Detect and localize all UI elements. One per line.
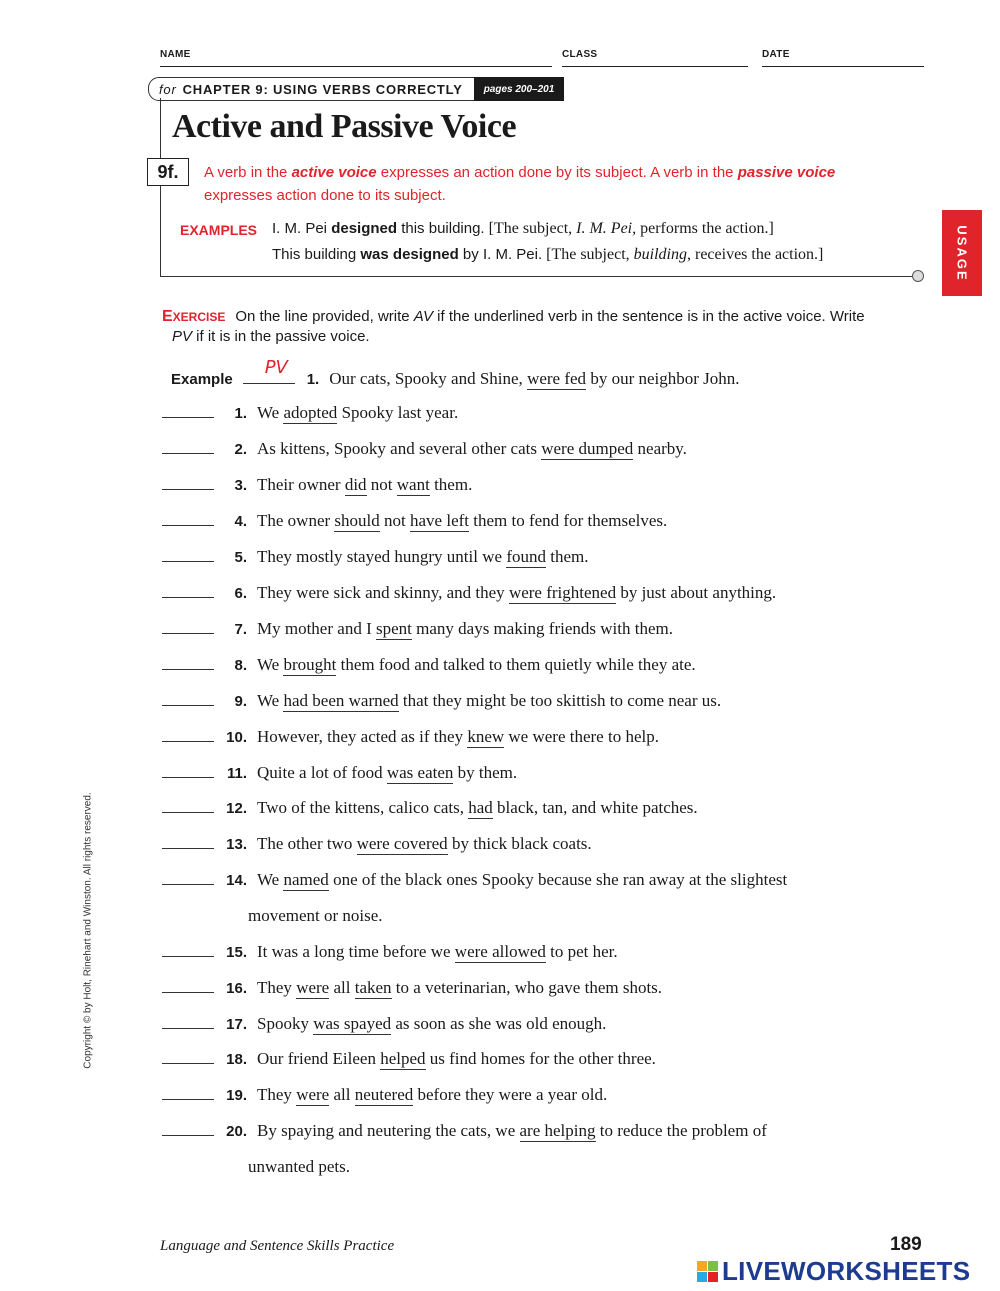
exercise-item <box>162 475 472 495</box>
underlined-verb: taken <box>354 978 392 997</box>
item-number: 10. <box>226 729 247 746</box>
exercise-item <box>162 619 673 639</box>
item-sentence: Two of the kittens, calico cats, had black, tan, and white patches. <box>257 798 698 817</box>
example-line-2: This building was designed by I. M. Pei. [The subject, building, receives the action.] <box>272 246 824 263</box>
answer-blank-input[interactable] <box>162 619 214 634</box>
exercise-item <box>162 870 787 890</box>
underlined-verb: helped <box>380 1049 426 1068</box>
answer-blank-input[interactable] <box>162 583 214 598</box>
active-voice-term: active voice <box>291 164 377 181</box>
date-label: DATE <box>762 49 790 60</box>
exercise-item <box>162 511 667 531</box>
answer-blank-input[interactable] <box>162 834 214 849</box>
exercise-item <box>162 1121 767 1141</box>
date-line <box>762 66 924 67</box>
chapter-for: for <box>159 81 177 97</box>
answer-blank-input[interactable] <box>162 870 214 885</box>
exercise-item <box>162 583 776 603</box>
item-number: 19. <box>226 1087 247 1104</box>
underlined-verb: did <box>344 475 367 494</box>
name-label: NAME <box>160 49 191 60</box>
item-number: 20. <box>226 1123 247 1140</box>
exercise-item <box>162 763 517 783</box>
item-number: 17. <box>226 1016 247 1033</box>
chapter-title: CHAPTER 9: USING VERBS CORRECTLY <box>182 81 463 97</box>
item-number: 2. <box>234 441 247 458</box>
class-line <box>562 66 748 67</box>
example-answer-blank <box>243 357 295 384</box>
answer-blank-input[interactable] <box>162 511 214 526</box>
answer-blank-input[interactable] <box>162 1121 214 1136</box>
logo-blocks-icon <box>697 1261 718 1282</box>
item-sentence-continuation: unwanted pets. <box>248 1157 350 1176</box>
copyright-notice: Copyright © by Holt, Rinehart and Winston. All rights reserved. <box>82 792 94 1069</box>
class-label: CLASS <box>562 49 598 60</box>
underlined-verb: were allowed <box>454 942 546 961</box>
example-row: Example PV 1. Our cats, Spooky and Shine, were fed by our neighbor John. <box>171 357 740 388</box>
underlined-verb: are helping <box>519 1121 596 1140</box>
rule-box-bottom-border <box>160 276 914 277</box>
liveworksheets-logo <box>697 1256 970 1287</box>
item-sentence: We brought them food and talked to them quietly while they ate. <box>257 655 696 674</box>
item-sentence: Spooky was spayed as soon as she was old enough. <box>257 1014 607 1033</box>
exercise-item <box>162 547 588 567</box>
answer-blank-input[interactable] <box>162 403 214 418</box>
underlined-verb: neutered <box>354 1085 414 1104</box>
answer-blank-input[interactable] <box>162 978 214 993</box>
answer-blank-input[interactable] <box>162 691 214 706</box>
underlined-verb: want <box>396 475 430 494</box>
logo-text: LIVEWORKSHEETS <box>722 1256 971 1286</box>
item-number: 16. <box>226 980 247 997</box>
answer-blank-input[interactable] <box>162 475 214 490</box>
exercise-item <box>162 1049 656 1069</box>
item-number: 3. <box>234 477 247 494</box>
underlined-verb: were <box>296 1085 330 1104</box>
page-number: 189 <box>890 1234 922 1255</box>
exercise-heading: EXERCISE <box>162 308 226 325</box>
item-number: 18. <box>226 1051 247 1068</box>
exercise-item <box>162 798 698 818</box>
item-number: 4. <box>234 513 247 530</box>
answer-blank-input[interactable] <box>162 942 214 957</box>
item-number: 14. <box>226 872 247 889</box>
rule-number: 9f. <box>147 158 189 186</box>
answer-blank-input[interactable] <box>162 798 214 813</box>
item-sentence: Their owner did not want them. <box>257 475 473 494</box>
name-line <box>160 66 552 67</box>
item-number: 15. <box>226 944 247 961</box>
item-sentence: They mostly stayed hungry until we found them. <box>257 547 589 566</box>
underlined-verb: were <box>296 978 330 997</box>
example-label: Example <box>171 371 233 388</box>
example-answer: PV <box>264 357 288 378</box>
example-line-1: I. M. Pei designed this building. [The subject, I. M. Pei, performs the action.] <box>272 220 774 237</box>
exercise-item <box>162 655 696 675</box>
item-sentence: The other two were covered by thick black coats. <box>257 834 592 853</box>
item-number: 11. <box>226 765 247 782</box>
chapter-bar <box>148 77 476 101</box>
item-sentence: It was a long time before we were allowed to pet her. <box>257 942 618 961</box>
answer-blank-input[interactable] <box>162 655 214 670</box>
item-number: 7. <box>234 621 247 638</box>
item-number: 12. <box>226 800 247 817</box>
item-sentence: We named one of the black ones Spooky because she ran away at the slightest <box>257 870 788 889</box>
underlined-verb: had been warned <box>283 691 399 710</box>
item-sentence: They were all neutered before they were a year old. <box>257 1085 608 1104</box>
underlined-verb: should <box>334 511 380 530</box>
underlined-verb: was eaten <box>386 763 454 782</box>
item-sentence: As kittens, Spooky and several other cats were dumped nearby. <box>257 439 687 458</box>
item-number: 5. <box>234 549 247 566</box>
item-sentence: My mother and I spent many days making friends with them. <box>257 619 673 638</box>
item-number: 6. <box>234 585 247 602</box>
item-sentence: They were sick and skinny, and they were frightened by just about anything. <box>257 583 777 602</box>
exercise-item <box>162 1085 607 1105</box>
answer-blank-input[interactable] <box>162 763 214 778</box>
item-sentence: We adopted Spooky last year. <box>257 403 459 422</box>
answer-blank-input[interactable] <box>162 439 214 454</box>
underlined-verb: knew <box>467 727 505 746</box>
item-sentence: However, they acted as if they knew we were there to help. <box>257 727 659 746</box>
pages-badge: pages 200–201 <box>474 77 564 101</box>
examples-label: EXAMPLES <box>180 222 258 238</box>
usage-side-tab: USAGE <box>942 210 982 296</box>
item-number: 8. <box>234 657 247 674</box>
underlined-verb: were fed <box>527 369 587 388</box>
answer-blank-input[interactable] <box>162 1014 214 1029</box>
exercise-item <box>162 439 687 459</box>
page-title: Active and Passive Voice <box>172 108 517 145</box>
exercise-item <box>162 727 659 747</box>
item-number: 13. <box>226 836 247 853</box>
answer-blank-input[interactable] <box>162 547 214 562</box>
rule-end-dot <box>912 270 924 282</box>
answer-blank-input[interactable] <box>162 1049 214 1064</box>
item-sentence: Quite a lot of food was eaten by them. <box>257 763 518 782</box>
item-sentence: By spaying and neutering the cats, we are helping to reduce the problem of <box>257 1121 767 1140</box>
item-sentence: The owner should not have left them to fend for themselves. <box>257 511 668 530</box>
exercise-item <box>162 403 458 423</box>
exercise-instructions: EXERCISE On the line provided, write AV if the underlined verb in the sentence is in the active voice. Write <box>162 308 865 325</box>
answer-blank-input[interactable] <box>162 1085 214 1100</box>
underlined-verb: were frightened <box>508 583 617 602</box>
rule-text: A verb in the active voice expresses an action done by its subject. A verb in the passive voice expresses action done to its subject. <box>204 164 836 204</box>
exercise-item <box>162 834 592 854</box>
item-number: 9. <box>234 693 247 710</box>
exercise-item <box>162 1014 606 1034</box>
exercise-item <box>162 942 618 962</box>
item-number: 1. <box>234 405 247 422</box>
item-sentence: They were all taken to a veterinarian, who gave them shots. <box>257 978 663 997</box>
underlined-verb: were dumped <box>541 439 634 458</box>
answer-blank-input[interactable] <box>162 727 214 742</box>
underlined-verb: have left <box>410 511 469 530</box>
passive-voice-term: passive voice <box>737 164 836 181</box>
underlined-verb: adopted <box>283 403 338 422</box>
underlined-verb: spent <box>375 619 412 638</box>
underlined-verb: was spayed <box>313 1014 392 1033</box>
underlined-verb: found <box>506 547 546 566</box>
item-sentence-continuation: movement or noise. <box>248 906 383 925</box>
item-sentence: Our friend Eileen helped us find homes for the other three. <box>257 1049 656 1068</box>
underlined-verb: were covered <box>356 834 448 853</box>
item-sentence: We had been warned that they might be too skittish to come near us. <box>257 691 722 710</box>
rule-box-left-border <box>160 98 161 276</box>
exercise-item <box>162 691 721 711</box>
exercise-instructions-line2: PV if it is in the passive voice. <box>172 328 370 345</box>
underlined-verb: named <box>283 870 329 889</box>
underlined-verb: had <box>468 798 493 817</box>
exercise-item <box>162 978 662 998</box>
underlined-verb: brought <box>283 655 337 674</box>
footer-book-title: Language and Sentence Skills Practice <box>160 1238 395 1254</box>
